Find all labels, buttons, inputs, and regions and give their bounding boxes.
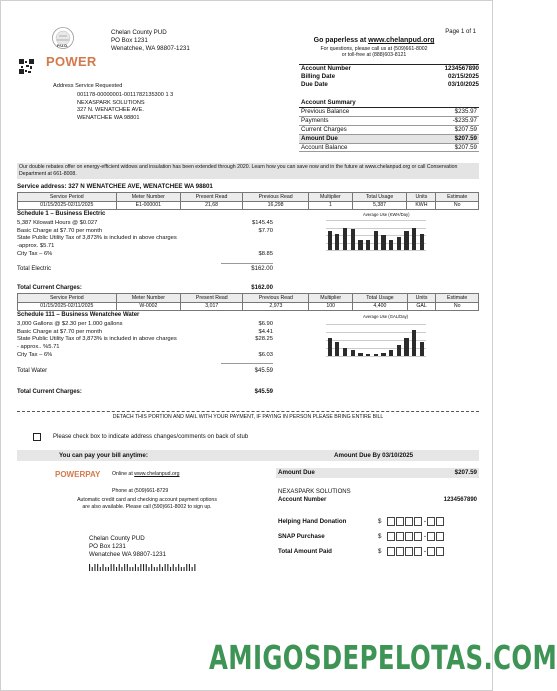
barcode-bar — [100, 567, 101, 571]
detach-line — [17, 411, 479, 412]
electric-schedule: Schedule 1 – Business Electric — [17, 211, 106, 217]
page-number: Page 1 of 1 — [445, 29, 476, 35]
payment-field-label: SNAP Purchase — [278, 532, 325, 540]
barcode-bar — [127, 564, 128, 571]
chart-gridline — [326, 332, 426, 333]
table-header-cell: Meter Number — [116, 294, 181, 303]
digit-box — [405, 547, 413, 556]
charge-label: City Tax – 6% — [17, 250, 53, 257]
charge-label: Basic Charge at $7.70 per month — [17, 328, 103, 335]
chart-bar — [374, 354, 378, 356]
charge-line — [17, 251, 273, 259]
chart-gridline — [326, 348, 426, 349]
barcode-bar — [181, 567, 182, 571]
chart-bar — [335, 234, 339, 251]
chart-bar — [389, 240, 393, 251]
barcode-bar — [186, 564, 187, 571]
total-electric-row — [17, 266, 273, 274]
barcode-bar — [184, 567, 185, 571]
chart-gridline — [326, 250, 426, 251]
payment-input[interactable] — [387, 532, 445, 541]
water-chart-title: Average Use (GAL/Day) — [363, 314, 409, 319]
charge-label: 3,000 Gallons @ $2.30 per 1.000 gallons — [17, 321, 123, 327]
chart-bar — [374, 231, 378, 251]
charge-label: -approx. $5.71 — [17, 242, 55, 249]
address-change-checkbox[interactable] — [33, 433, 41, 441]
charge-line — [17, 329, 273, 337]
table-cell: KWH — [407, 201, 436, 210]
table-cell: No — [436, 201, 479, 210]
table-cell: 01/15/2025-02/11/2025 — [18, 302, 117, 311]
questions-line-2: or toll-free at (888)603-8121 — [341, 52, 407, 59]
remit-name: Chelan County PUD — [89, 535, 145, 542]
charge-value: $28.25 — [255, 336, 273, 343]
decimal-point: . — [424, 532, 426, 540]
chart-bar — [420, 234, 424, 251]
digit-box — [414, 532, 422, 541]
payment-input[interactable] — [387, 547, 445, 556]
table-header-cell: Present Read — [181, 294, 243, 303]
qr-code — [19, 59, 34, 74]
chart-bar — [351, 350, 355, 356]
chart-bar — [420, 342, 424, 356]
chart-bar — [343, 348, 347, 356]
barcode-bar — [92, 567, 93, 571]
charge-label: State Public Utility Tax of 3,873% is included in above charges — [17, 235, 177, 242]
powerpay-logo: POWERPAY — [55, 470, 101, 479]
summary-row — [299, 117, 479, 126]
barcode-bar — [140, 564, 141, 571]
digit-box — [387, 517, 395, 526]
autopay-line-1: Automatic credit card and checking account payment options — [77, 497, 217, 503]
charge-label: - approx.. %5.71 — [17, 343, 60, 350]
decimal-point: . — [424, 547, 426, 555]
electric-current-charges-row — [17, 285, 273, 293]
charge-value: $8.85 — [258, 250, 273, 257]
paperless-link[interactable]: www.chelanpud.org — [368, 37, 435, 44]
account-info — [301, 65, 479, 89]
table-cell: 3,017 — [181, 302, 243, 311]
barcode-bar — [113, 564, 114, 571]
summary-value: $235.97 — [454, 107, 477, 115]
barcode-bar — [105, 567, 106, 571]
barcode-bar — [165, 564, 166, 571]
table-header-cell: Meter Number — [116, 193, 181, 202]
table-cell: E1-000001 — [116, 201, 181, 210]
barcode-bar — [159, 564, 160, 571]
barcode-bar — [175, 567, 176, 571]
barcode-bar — [148, 567, 149, 571]
due-date-row — [301, 81, 479, 89]
chart-bar — [389, 350, 393, 356]
digit-box — [427, 532, 435, 541]
electric-usage-chart — [326, 220, 446, 250]
logo-small-text: P.U.D. — [57, 43, 69, 48]
table-header-cell: Previous Read — [243, 294, 309, 303]
customer-city: WENATCHEE WA 98801 — [77, 115, 140, 122]
chart-gridline — [326, 340, 426, 341]
charge-line — [17, 352, 273, 360]
charge-value: $7.70 — [258, 227, 273, 234]
stub-amount-due-row — [276, 468, 479, 478]
barcode-bar — [97, 564, 98, 571]
chart-bar — [328, 338, 332, 356]
chart-bar — [404, 338, 408, 356]
summary-value: $207.59 — [454, 143, 477, 151]
charge-value: $6.90 — [258, 321, 273, 327]
address-barcode-number: 001178-00000001-0011782135300 1 3 — [77, 91, 174, 98]
barcode-bar — [94, 564, 95, 571]
table-header-cell: Total Usage — [352, 193, 407, 202]
table-header-cell: Service Period — [18, 294, 117, 303]
water-table-header — [18, 294, 479, 303]
account-summary — [299, 99, 479, 152]
water-usage-table — [17, 293, 479, 311]
digit-box — [396, 547, 404, 556]
barcode-bar — [189, 564, 190, 571]
remit-city: Wenatchee WA 98807-1231 — [89, 551, 167, 559]
detach-text: DETACH THIS PORTION AND MAIL WITH YOUR PAYMENT, IF PAYING IN PERSON PLEASE BRING ENTIRE BILL — [112, 414, 384, 420]
stub-amount-due-value: $207.59 — [454, 469, 477, 477]
table-header-cell: Units — [407, 294, 435, 303]
barcode-bar — [135, 564, 136, 571]
summary-value: -$235.97 — [452, 116, 477, 124]
pay-anytime-text: You can pay your bill anytime: — [59, 452, 148, 459]
water-current-charges-row — [17, 389, 273, 397]
notice-box — [17, 163, 479, 179]
postal-barcode-icon — [89, 564, 199, 571]
barcode-bar — [192, 567, 193, 571]
billing-date-value: 02/15/2025 — [448, 73, 479, 81]
chart-bar — [351, 229, 355, 250]
charge-line — [17, 321, 273, 329]
table-cell: 16,298 — [243, 201, 309, 210]
online-link[interactable]: www.chelanpud.org — [134, 471, 180, 477]
summary-row — [299, 126, 479, 135]
table-header-cell: Units — [407, 193, 436, 202]
payment-dollar-sign: $ — [378, 517, 382, 525]
chart-bar — [366, 240, 370, 251]
water-charges — [17, 321, 273, 359]
water-schedule: Schedule 111 – Business Wenatchee Water — [17, 312, 140, 318]
total-electric-label: Total Electric — [17, 266, 52, 272]
charge-value: $145.45 — [252, 220, 273, 226]
water-current-label: Total Current Charges: — [17, 389, 82, 395]
electric-current-label: Total Current Charges: — [17, 285, 82, 291]
payment-field-row — [278, 544, 479, 559]
total-water-value: $45.59 — [254, 368, 273, 374]
charge-label: 5,387 Kilowatt Hours @ $0.027 — [17, 220, 98, 226]
watermark: AMIGOSDEPELOTAS.COM — [209, 638, 557, 677]
barcode-bar — [119, 564, 120, 571]
mailing-address — [53, 83, 173, 123]
table-header-cell: Multiplier — [309, 193, 353, 202]
barcode-bar — [146, 564, 147, 571]
table-header-cell: Multiplier — [309, 294, 353, 303]
electric-table-row — [18, 201, 479, 210]
table-cell: W-0002 — [116, 302, 181, 311]
chart-bar — [335, 342, 339, 356]
company-po-box: PO Box 1231 — [111, 36, 148, 44]
table-header-cell: Total Usage — [352, 294, 407, 303]
summary-value: $207.59 — [454, 134, 477, 142]
summary-label: Previous Balance — [301, 107, 350, 115]
due-date-value: 03/10/2025 — [448, 81, 479, 89]
digit-box — [436, 532, 444, 541]
summary-label: Payments — [301, 116, 329, 124]
summary-label: Amount Due — [301, 134, 338, 142]
charge-value: $6.03 — [258, 351, 273, 358]
digit-box — [427, 517, 435, 526]
summary-row — [299, 135, 479, 144]
payment-dollar-sign: $ — [378, 547, 382, 555]
payment-field-row — [278, 529, 479, 544]
due-date-label: Due Date — [301, 81, 328, 89]
address-change-text: Please check box to indicate address changes/comments on back of stub — [53, 434, 249, 440]
digit-box — [436, 517, 444, 526]
payment-field-label: Helping Hand Donation — [278, 517, 347, 525]
charge-label: Basic Charge at $7.70 per month — [17, 227, 103, 234]
chart-bar — [343, 228, 347, 251]
barcode-bar — [124, 564, 125, 571]
barcode-bar — [151, 564, 152, 571]
contact-block — [301, 37, 447, 59]
autopay-line-2: are also available. Please call (590)661-8002 to sign up. — [82, 503, 212, 510]
charge-label: City Tax – 6% — [17, 351, 53, 358]
table-header-cell: Estimate — [436, 294, 479, 303]
autopay-text — [49, 497, 245, 511]
table-cell: 1 — [309, 201, 353, 210]
charge-line — [17, 235, 273, 243]
barcode-bar — [116, 567, 117, 571]
summary-title: Account Summary — [299, 99, 479, 108]
online-pay-line — [112, 471, 180, 478]
payment-fields — [278, 514, 479, 559]
table-cell: 01/15/2025-02/11/2025 — [18, 201, 117, 210]
digit-box — [396, 532, 404, 541]
payment-input[interactable] — [387, 517, 445, 526]
water-current-value: $45.59 — [254, 389, 273, 395]
chart-bar — [381, 353, 385, 356]
water-usage-chart — [326, 324, 446, 356]
table-cell: GAL — [407, 302, 435, 311]
summary-label: Account Balance — [301, 143, 348, 151]
barcode-bar — [167, 564, 168, 571]
barcode-bar — [162, 567, 163, 571]
chart-bar — [358, 353, 362, 356]
chart-gridline — [326, 228, 426, 229]
barcode-bar — [111, 564, 112, 571]
charge-line — [17, 243, 273, 251]
postal-barcode — [89, 564, 199, 574]
charge-line — [17, 336, 273, 344]
paperless-prefix: Go paperless at — [313, 37, 369, 44]
table-cell: 2,973 — [243, 302, 309, 311]
summary-row — [299, 108, 479, 117]
digit-box — [414, 517, 422, 526]
questions-line-1: For questions, please call us at (509)661-8002 — [320, 45, 428, 52]
service-address: Service address: 327 N WENATCHEE AVE, WENATCHEE WA 98801 — [17, 183, 213, 190]
digit-box — [414, 547, 422, 556]
barcode-bar — [157, 567, 158, 571]
table-cell: 21,68 — [181, 201, 243, 210]
water-table-row — [18, 302, 479, 311]
digit-box — [387, 532, 395, 541]
summary-value: $207.59 — [454, 125, 477, 133]
charge-line — [17, 344, 273, 352]
logo-power-text: POWER — [46, 54, 97, 69]
address-service-requested: Address Service Requested — [53, 83, 123, 89]
chart-bar — [397, 345, 401, 356]
barcode-bar — [103, 564, 104, 571]
charge-value: $4.41 — [258, 328, 273, 335]
paperless-line — [301, 37, 447, 46]
barcode-bar — [108, 567, 109, 571]
charge-line — [17, 220, 273, 228]
chart-bar — [412, 330, 416, 356]
total-water-label: Total Water — [17, 368, 48, 374]
chart-bar — [328, 231, 332, 251]
table-cell: 100 — [309, 302, 353, 311]
electric-chart-title: Average Use (KWH/Day) — [363, 212, 410, 217]
notice-text: Our double rebates offer on energy-efficient widows and insulation has been extended through 2020. Learn how you can save now and in the future at www.chelanpud.org or call Conservation Department at 661-8008. — [19, 164, 458, 178]
barcode-bar — [138, 567, 139, 571]
remit-box: PO Box 1231 — [89, 543, 126, 551]
table-cell: 4,400 — [352, 302, 407, 311]
barcode-bar — [178, 564, 179, 571]
summary-label: Current Charges — [301, 125, 347, 133]
amount-due-by: Amount Due By 03/10/2025 — [334, 452, 414, 459]
barcode-bar — [173, 564, 174, 571]
payment-dollar-sign: $ — [378, 532, 382, 540]
stub-amount-due-label: Amount Due — [278, 469, 315, 477]
digit-box — [396, 517, 404, 526]
electric-charges — [17, 220, 273, 258]
chart-bar — [358, 240, 362, 251]
online-prefix: Online at — [112, 471, 135, 477]
stub-customer-name: NEXASPARK SOLUTIONS — [278, 489, 351, 495]
digit-box — [387, 547, 395, 556]
company-name: Chelan County PUD — [111, 29, 167, 36]
barcode-bar — [89, 564, 90, 571]
barcode-bar — [154, 567, 155, 571]
customer-street: 327 N. WENATCHEE AVE. — [77, 107, 144, 114]
remit-address — [89, 535, 166, 559]
chart-bar — [381, 235, 385, 250]
chart-gridline — [326, 220, 426, 221]
payment-field-label: Total Amount Paid — [278, 547, 332, 555]
chart-gridline — [326, 356, 426, 357]
barcode-bar — [121, 567, 122, 571]
charge-line — [17, 228, 273, 236]
chart-bar — [412, 228, 416, 251]
account-number-value: 1234567890 — [444, 65, 479, 72]
account-number-label: Account Number — [301, 65, 351, 72]
table-header-cell: Service Period — [18, 193, 117, 202]
table-header-cell: Estimate — [436, 193, 479, 202]
stub-account-label: Account Number — [278, 497, 327, 503]
charge-label: State Public Utility Tax of 3,873% is included in above charges — [17, 336, 177, 343]
digit-box — [405, 532, 413, 541]
barcode-bar — [132, 567, 133, 571]
digit-box — [405, 517, 413, 526]
electric-table-header — [18, 193, 479, 202]
stub-account-row — [278, 497, 477, 505]
chart-bar — [397, 237, 401, 251]
pud-logo — [35, 25, 97, 73]
electric-current-value: $162.00 — [251, 285, 273, 291]
payment-field-row — [278, 514, 479, 529]
table-header-cell: Previous Read — [243, 193, 309, 202]
company-address — [111, 29, 190, 52]
company-city: Wenatchee, WA 98807-1231 — [111, 44, 190, 52]
total-electric-value: $162.00 — [251, 266, 273, 272]
barcode-bar — [170, 567, 171, 571]
chart-bar — [404, 231, 408, 251]
decimal-point: . — [424, 517, 426, 525]
billing-date-label: Billing Date — [301, 73, 336, 81]
stub-account-value: 1234567890 — [443, 497, 477, 503]
digit-box — [436, 547, 444, 556]
customer-name: NEXASPARK SOLUTIONS — [77, 99, 145, 106]
electric-usage-table — [17, 192, 479, 210]
chart-gridline — [326, 324, 426, 325]
billing-date-row — [301, 73, 479, 81]
account-number-row — [301, 65, 479, 73]
summary-rows — [299, 108, 479, 153]
table-cell: 5,387 — [352, 201, 407, 210]
table-cell: No — [436, 302, 479, 311]
chart-bar — [366, 354, 370, 356]
barcode-bar — [194, 564, 195, 571]
digit-box — [427, 547, 435, 556]
total-water-row — [17, 368, 273, 376]
barcode-bar — [143, 564, 144, 571]
table-header-cell: Present Read — [181, 193, 243, 202]
summary-row — [299, 144, 479, 153]
qr-code-icon — [19, 59, 34, 74]
barcode-bar — [130, 567, 131, 571]
phone-pay-line: Phone at (509)661-8729 — [112, 488, 169, 494]
